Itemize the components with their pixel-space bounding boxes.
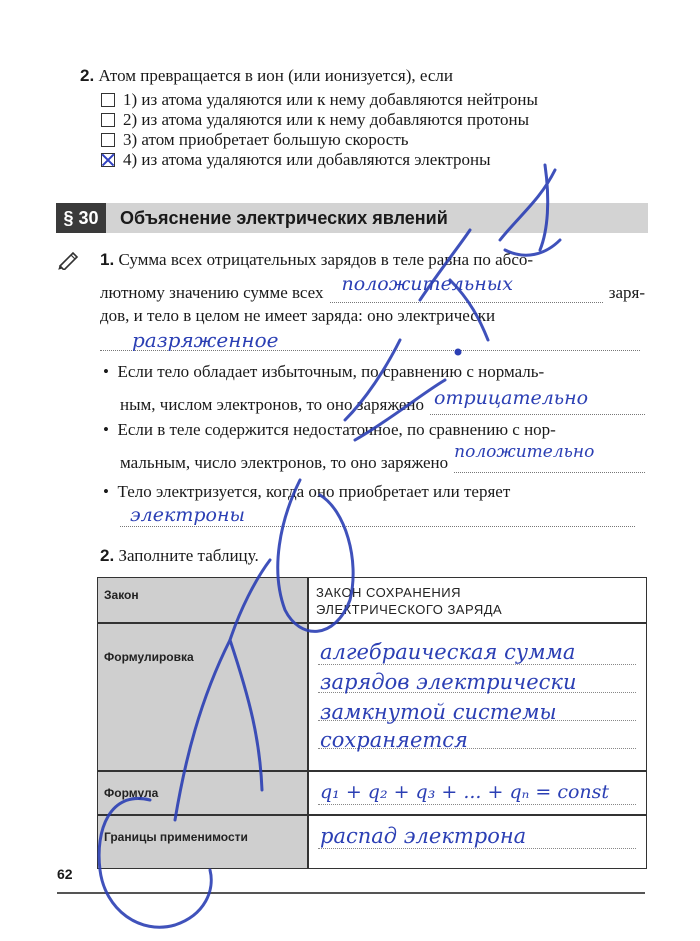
task1-text-line2-start: лютному значению сумме всех — [100, 283, 324, 302]
row-label-formulation: Формулировка — [104, 650, 194, 664]
option-1[interactable] — [101, 90, 538, 110]
bullet-3-line1: • Тело электризуется, когда оно приобретает или теряет — [103, 482, 511, 501]
bullet-3-text: Тело электризуется, когда оно приобретает или теряет — [117, 482, 511, 501]
page-number: 62 — [57, 866, 73, 882]
task2-text: Заполните таблицу. — [118, 546, 259, 565]
question-text: Атом превращается в ион (или ионизуется), если — [98, 66, 453, 85]
bullet-1-line1: • Если тело обладает избыточным, по сравнению с нормаль- — [103, 362, 545, 381]
answer-1-handwritten: положительных — [341, 273, 513, 295]
answer-field-3[interactable] — [430, 387, 645, 415]
bottom-rule — [57, 892, 645, 894]
row-label-law: Закон — [104, 588, 139, 602]
task1-text-line1: Сумма всех отрицательных зарядов в теле равна по абсо- — [118, 250, 534, 269]
task2-heading — [100, 546, 259, 566]
bullet-2-text: Если в теле содержится недостаточное, по сравнению с нор- — [117, 420, 556, 439]
answer-3-handwritten: отрицательно — [434, 387, 589, 409]
bullet-2-line1: • Если в теле содержится недостаточное, по сравнению с нор- — [103, 420, 556, 439]
law-name-line1: ЗАКОН СОХРАНЕНИЯ — [316, 585, 462, 600]
row-label-formula: Формула — [104, 786, 159, 800]
bullet-2-text-line2: мальным, число электронов, то оно заряжено — [120, 453, 449, 472]
answer-field-5[interactable] — [120, 504, 635, 527]
option-3[interactable] — [101, 130, 409, 150]
formulation-answer-line2[interactable]: зарядов электрически — [320, 670, 577, 694]
checkbox-option-4-checked[interactable] — [101, 153, 115, 167]
question-number: 2. — [80, 66, 95, 85]
checkbox-option-2[interactable] — [101, 113, 115, 127]
bullet-2-line2 — [120, 442, 645, 473]
option-3-label: 3) атом приобретает большую скорость — [123, 130, 409, 149]
bullet-1-line2 — [120, 387, 645, 415]
formulation-answer-line1[interactable]: алгебраическая сумма — [320, 640, 576, 664]
bullet-1-text-line2: ным, числом электронов, то оно заряжено — [120, 395, 424, 414]
question-2 — [80, 66, 453, 86]
answer-5-handwritten: электроны — [130, 504, 245, 526]
law-name — [316, 584, 502, 618]
row-label-limits: Границы применимости — [104, 830, 248, 844]
answer-2-handwritten: разряженное — [132, 328, 279, 352]
bullet-1-text: Если тело обладает избыточным, по сравнению с нормаль- — [117, 362, 545, 381]
option-1-label: 1) из атома удаляются или к нему добавляются нейтроны — [123, 90, 538, 109]
checkbox-option-1[interactable] — [101, 93, 115, 107]
task1-line2 — [100, 273, 645, 303]
law-name-line2: ЭЛЕКТРИЧЕСКОГО ЗАРЯДА — [316, 602, 503, 617]
option-4[interactable] — [101, 150, 491, 170]
formulation-answer-line4[interactable]: сохраняется — [320, 728, 468, 752]
option-2-label: 2) из атома удаляются или к нему добавляются протоны — [123, 110, 530, 129]
section-number: § 30 — [56, 203, 106, 233]
answer-field-4[interactable] — [454, 442, 645, 473]
pencil-icon — [57, 248, 81, 275]
section-title: Объяснение электрических явлений — [120, 207, 448, 228]
answer-field-1[interactable] — [330, 273, 603, 303]
answer-4-handwritten: положительно — [454, 442, 595, 462]
task2-number: 2. — [100, 546, 115, 565]
task1-line1 — [100, 250, 533, 270]
task1-text-line3: дов, и тело в целом не имеет заряда: оно электрически — [100, 306, 496, 325]
option-4-label: 4) из атома удаляются или добавляются электроны — [123, 150, 491, 169]
option-2[interactable] — [101, 110, 529, 130]
conservation-law-table — [97, 577, 647, 869]
task1-number: 1. — [100, 250, 115, 269]
formulation-answer-line3[interactable]: замкнутой системы — [320, 700, 557, 724]
answer-field-2[interactable] — [100, 328, 640, 352]
task1-text-line2-end: заря- — [608, 283, 645, 302]
limits-answer[interactable]: распад электрона — [320, 824, 527, 848]
checkbox-option-3[interactable] — [101, 133, 115, 147]
formula-answer[interactable]: q₁ + q₂ + q₃ + ... + qₙ = const — [320, 781, 610, 803]
